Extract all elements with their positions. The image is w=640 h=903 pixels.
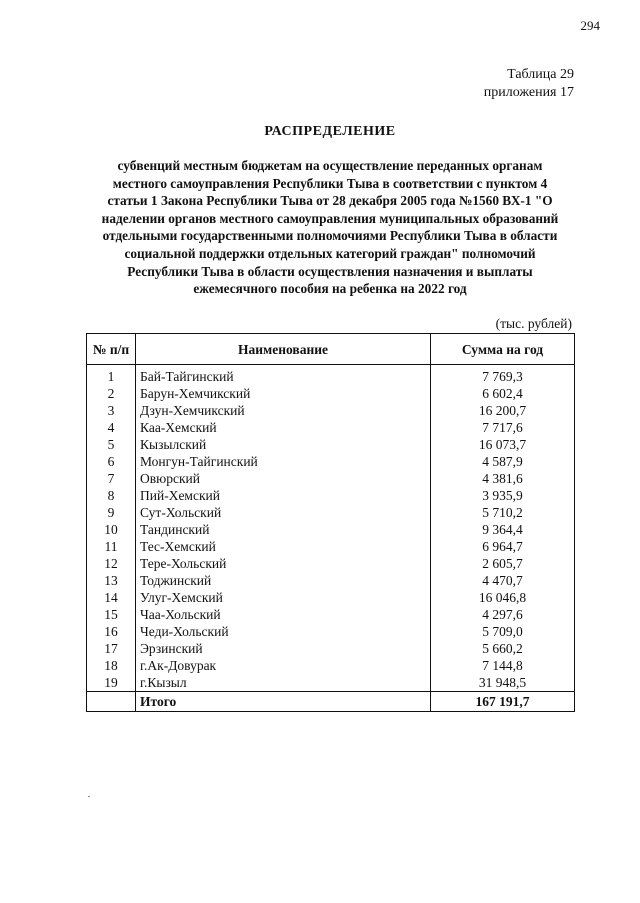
row-number: 6 bbox=[87, 453, 136, 470]
row-sum: 7 144,8 bbox=[431, 657, 575, 674]
table-row bbox=[87, 436, 575, 453]
row-name: Тандинский bbox=[136, 521, 431, 538]
total-sum: 167 191,7 bbox=[431, 692, 575, 712]
row-number: 10 bbox=[87, 521, 136, 538]
row-name: Чаа-Хольский bbox=[136, 606, 431, 623]
row-sum: 7 769,3 bbox=[431, 365, 575, 386]
row-name: Кызылский bbox=[136, 436, 431, 453]
document-subtitle: субвенций местным бюджетам на осуществление переданных органам местного самоуправления Республики Тыва в соответствии с пунктом 4 статьи 1 Закона Республики Тыва от 28 декабря 2005 года №1560 ВХ-1 "О наделении органов местного самоуправления муниципальных образований отдельными государственными полномочиями Республики Тыва в области социальной поддержки отдельных категорий граждан" полномочий Республики Тыва в области осуществления назначения и выплаты ежемесячного пособия на ребенка на 2022 год bbox=[101, 158, 559, 297]
table-row bbox=[87, 470, 575, 487]
row-sum: 4 587,9 bbox=[431, 453, 575, 470]
row-number: 15 bbox=[87, 606, 136, 623]
row-sum: 16 046,8 bbox=[431, 589, 575, 606]
table-row bbox=[87, 606, 575, 623]
row-name: Пий-Хемский bbox=[136, 487, 431, 504]
row-number: 9 bbox=[87, 504, 136, 521]
document-heading: РАСПРЕДЕЛЕНИЕ bbox=[264, 124, 396, 139]
row-sum: 31 948,5 bbox=[431, 674, 575, 692]
total-number-cell bbox=[87, 692, 136, 712]
row-number: 8 bbox=[87, 487, 136, 504]
row-number: 1 bbox=[87, 365, 136, 386]
row-sum: 5 709,0 bbox=[431, 623, 575, 640]
row-sum: 4 381,6 bbox=[431, 470, 575, 487]
table-row bbox=[87, 402, 575, 419]
page-number: 294 bbox=[580, 18, 600, 33]
table-row bbox=[87, 674, 575, 692]
row-name: Каа-Хемский bbox=[136, 419, 431, 436]
table-row bbox=[87, 589, 575, 606]
row-name: Барун-Хемчикский bbox=[136, 385, 431, 402]
row-name: Дзун-Хемчикский bbox=[136, 402, 431, 419]
row-sum: 6 964,7 bbox=[431, 538, 575, 555]
row-name: Улуг-Хемский bbox=[136, 589, 431, 606]
row-sum: 9 364,4 bbox=[431, 521, 575, 538]
table-row bbox=[87, 385, 575, 402]
table-reference-line-1: Таблица 29 bbox=[507, 67, 574, 82]
row-sum: 3 935,9 bbox=[431, 487, 575, 504]
row-name: Сут-Хольский bbox=[136, 504, 431, 521]
distribution-table bbox=[86, 333, 575, 712]
table-row bbox=[87, 504, 575, 521]
row-number: 18 bbox=[87, 657, 136, 674]
table-reference-line-2: приложения 17 bbox=[483, 85, 574, 100]
row-number: 4 bbox=[87, 419, 136, 436]
table-row bbox=[87, 555, 575, 572]
table-row bbox=[87, 453, 575, 470]
table-row bbox=[87, 623, 575, 640]
table-row bbox=[87, 640, 575, 657]
row-number: 19 bbox=[87, 674, 136, 692]
table-row bbox=[87, 572, 575, 589]
row-number: 3 bbox=[87, 402, 136, 419]
table-body bbox=[87, 365, 575, 692]
table-row bbox=[87, 657, 575, 674]
row-name: Овюрский bbox=[136, 470, 431, 487]
row-number: 11 bbox=[87, 538, 136, 555]
header-sum: Сумма на год bbox=[431, 334, 575, 365]
row-sum: 6 602,4 bbox=[431, 385, 575, 402]
row-sum: 5 710,2 bbox=[431, 504, 575, 521]
table-header-row bbox=[87, 334, 575, 365]
header-number: № п/п bbox=[87, 334, 136, 365]
row-name: Тоджинский bbox=[136, 572, 431, 589]
row-sum: 16 200,7 bbox=[431, 402, 575, 419]
row-sum: 7 717,6 bbox=[431, 419, 575, 436]
row-name: Тес-Хемский bbox=[136, 538, 431, 555]
units-label: (тыс. рублей) bbox=[495, 316, 572, 331]
row-number: 2 bbox=[87, 385, 136, 402]
row-name: г.Ак-Довурак bbox=[136, 657, 431, 674]
row-sum: 5 660,2 bbox=[431, 640, 575, 657]
table-row bbox=[87, 538, 575, 555]
row-number: 16 bbox=[87, 623, 136, 640]
table-reference bbox=[484, 66, 574, 102]
row-number: 7 bbox=[87, 470, 136, 487]
row-name: Бай-Тайгинский bbox=[136, 365, 431, 386]
row-name: г.Кызыл bbox=[136, 674, 431, 692]
row-sum: 4 297,6 bbox=[431, 606, 575, 623]
row-number: 12 bbox=[87, 555, 136, 572]
row-sum: 16 073,7 bbox=[431, 436, 575, 453]
row-name: Монгун-Тайгинский bbox=[136, 453, 431, 470]
row-number: 5 bbox=[87, 436, 136, 453]
scan-mark bbox=[88, 796, 90, 797]
row-number: 17 bbox=[87, 640, 136, 657]
row-number: 13 bbox=[87, 572, 136, 589]
row-name: Тере-Хольский bbox=[136, 555, 431, 572]
table-row bbox=[87, 521, 575, 538]
row-sum: 2 605,7 bbox=[431, 555, 575, 572]
row-name: Эрзинский bbox=[136, 640, 431, 657]
row-sum: 4 470,7 bbox=[431, 572, 575, 589]
table-row bbox=[87, 487, 575, 504]
table-row bbox=[87, 419, 575, 436]
total-row bbox=[87, 692, 575, 712]
total-label: Итого bbox=[136, 692, 431, 712]
row-number: 14 bbox=[87, 589, 136, 606]
table-row bbox=[87, 365, 575, 386]
row-name: Чеди-Хольский bbox=[136, 623, 431, 640]
header-name: Наименование bbox=[136, 334, 431, 365]
